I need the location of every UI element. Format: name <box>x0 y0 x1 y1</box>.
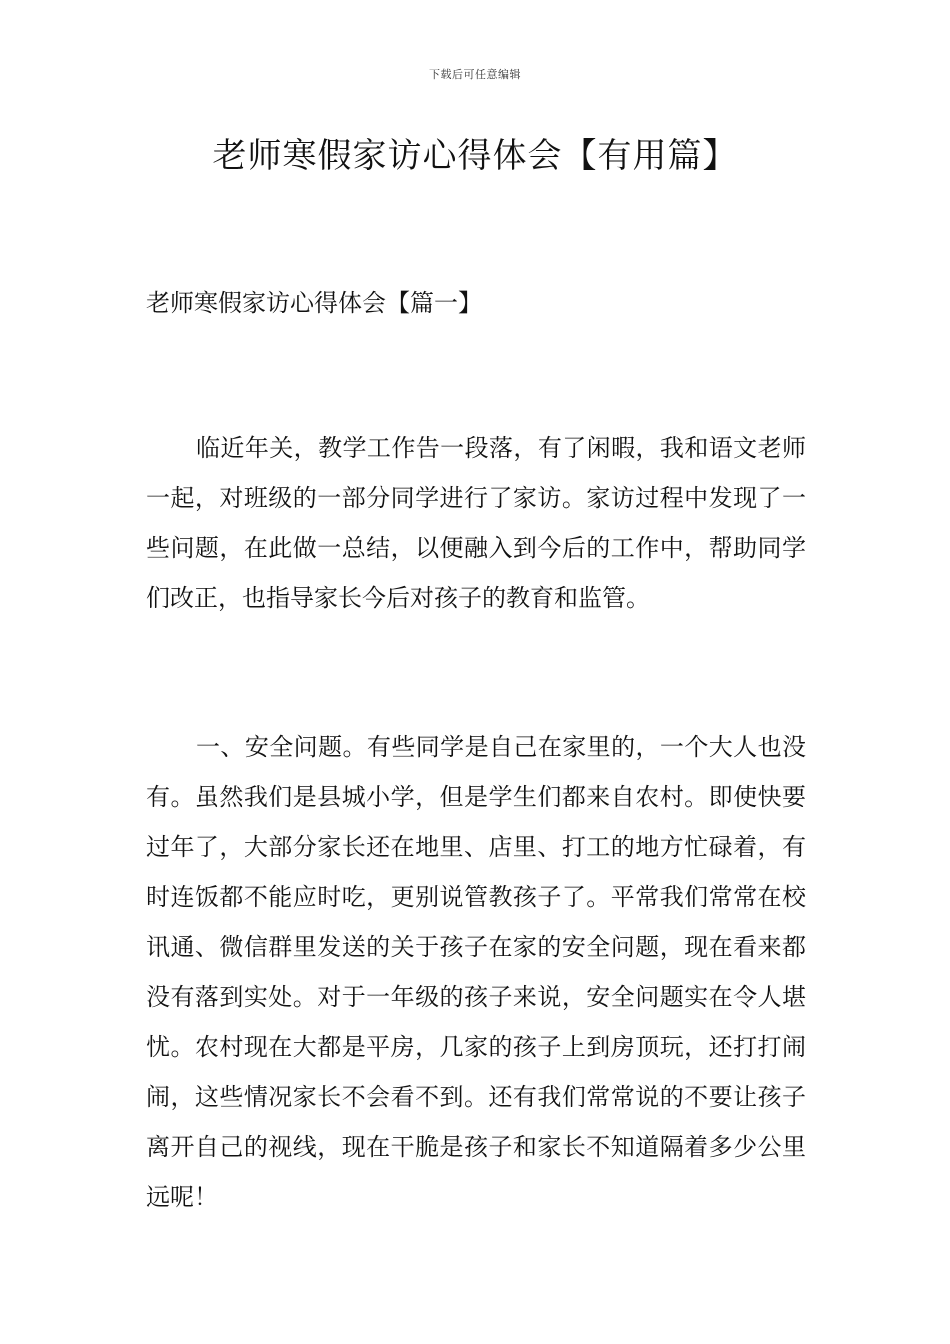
header-note: 下载后可任意编辑 <box>429 68 521 81</box>
document-title: 老师寒假家访心得体会【有用篇】 <box>212 136 738 176</box>
section-heading: 老师寒假家访心得体会【篇一】 <box>146 289 482 317</box>
body-paragraph: 一、安全问题。有些同学是自己在家里的，一个大人也没有。虽然我们是县城小学，但是学生们都来自农村。即使快要过年了，大部分家长还在地里、店里、打工的地方忙碌着，有时连饭都不能应时吃，更别说管教孩子了。平常我们常常在校讯通、微信群里发送的关于孩子在家的安全问题，现在看来都没有落到实处。对于一年级的孩子来说，安全问题实在令人堪忧。农村现在大都是平房，几家的孩子上到房顶玩，还打打闹闹，这些情况家长不会看不到。还有我们常常说的不要让孩子离开自己的视线，现在干脆是孩子和家长不知道隔着多少公里远呢！ <box>146 733 806 1211</box>
body-paragraph: 临近年关，教学工作告一段落，有了闲暇，我和语文老师一起，对班级的一部分同学进行了家访。家访过程中发现了一些问题，在此做一总结，以便融入到今后的工作中，帮助同学们改正，也指导家长今后对孩子的教育和监管。 <box>146 434 806 612</box>
